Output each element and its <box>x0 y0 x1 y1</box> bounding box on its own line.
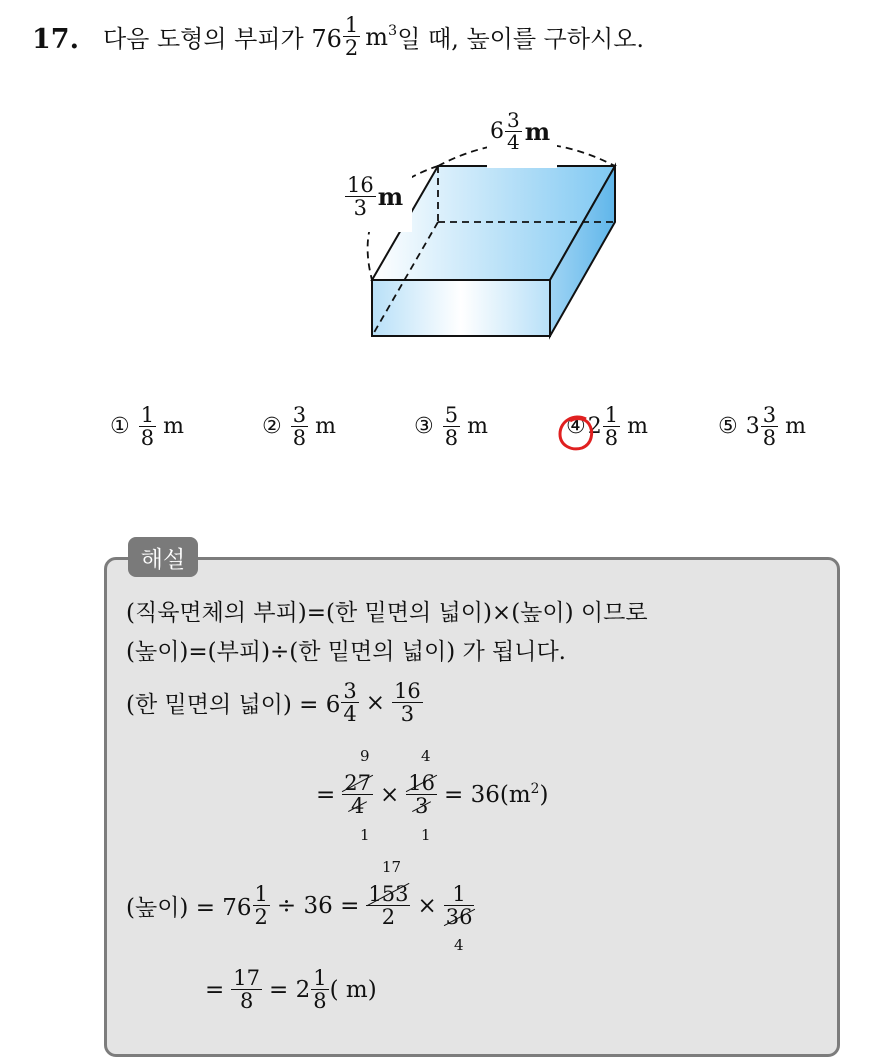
question-text <box>103 14 644 59</box>
choice-4[interactable]: ④ 2 1 8 m <box>566 403 648 451</box>
top-dimension-label: 6 3 4 m <box>490 108 551 154</box>
cancel-bottom-1b: 1 <box>421 826 431 844</box>
volume-unit: m <box>365 22 389 51</box>
cancel-top-9: 9 <box>360 747 370 765</box>
cancel-bottom-1a: 1 <box>360 826 370 844</box>
choice-3[interactable]: ③ 5 8 m <box>414 403 488 451</box>
answer-mark-circle <box>556 413 596 453</box>
explanation-line-3: (한 밑면의 넓이) = 6 3 4 × 16 3 <box>126 679 421 727</box>
choice-1[interactable]: ① 1 8 m <box>110 403 184 451</box>
question-text-after: 일 때, 높이를 구하시오. <box>397 25 645 54</box>
question-text-before: 다음 도형의 부피가 76 <box>103 25 342 54</box>
volume-fraction: 1 2 <box>344 13 359 61</box>
choice-2[interactable]: ② 3 8 m <box>262 403 336 451</box>
explanation-tab: 해설 <box>128 537 198 577</box>
cancel-bottom-4: 4 <box>454 936 464 954</box>
question-number: 17. <box>32 24 79 55</box>
explanation-line-6: = 17 8 = 2 1 8 ( m) <box>205 966 377 1014</box>
cancel-top-4: 4 <box>421 747 431 765</box>
explanation-line-4: = 27 4 × 16 3 = 36( m $^2$ ) <box>316 771 549 819</box>
explanation-line-2: (높이)=(부피)÷(한 밑면의 넓이) 가 됩니다. <box>126 639 566 665</box>
explanation-line-5: (높이) = 76 1 2 ÷ 36 = 153 2 × 1 36 <box>126 883 475 928</box>
explanation-line-1: (직육면체의 부피)=(한 밑면의 넓이)×(높이) 이므로 <box>126 600 648 626</box>
volume-unit-exp: 3 <box>388 22 398 39</box>
cancel-top-17: 17 <box>382 858 402 876</box>
choice-5[interactable]: ⑤ 3 3 8 m <box>718 403 806 451</box>
side-dimension-label: 16 3 m <box>347 173 404 221</box>
